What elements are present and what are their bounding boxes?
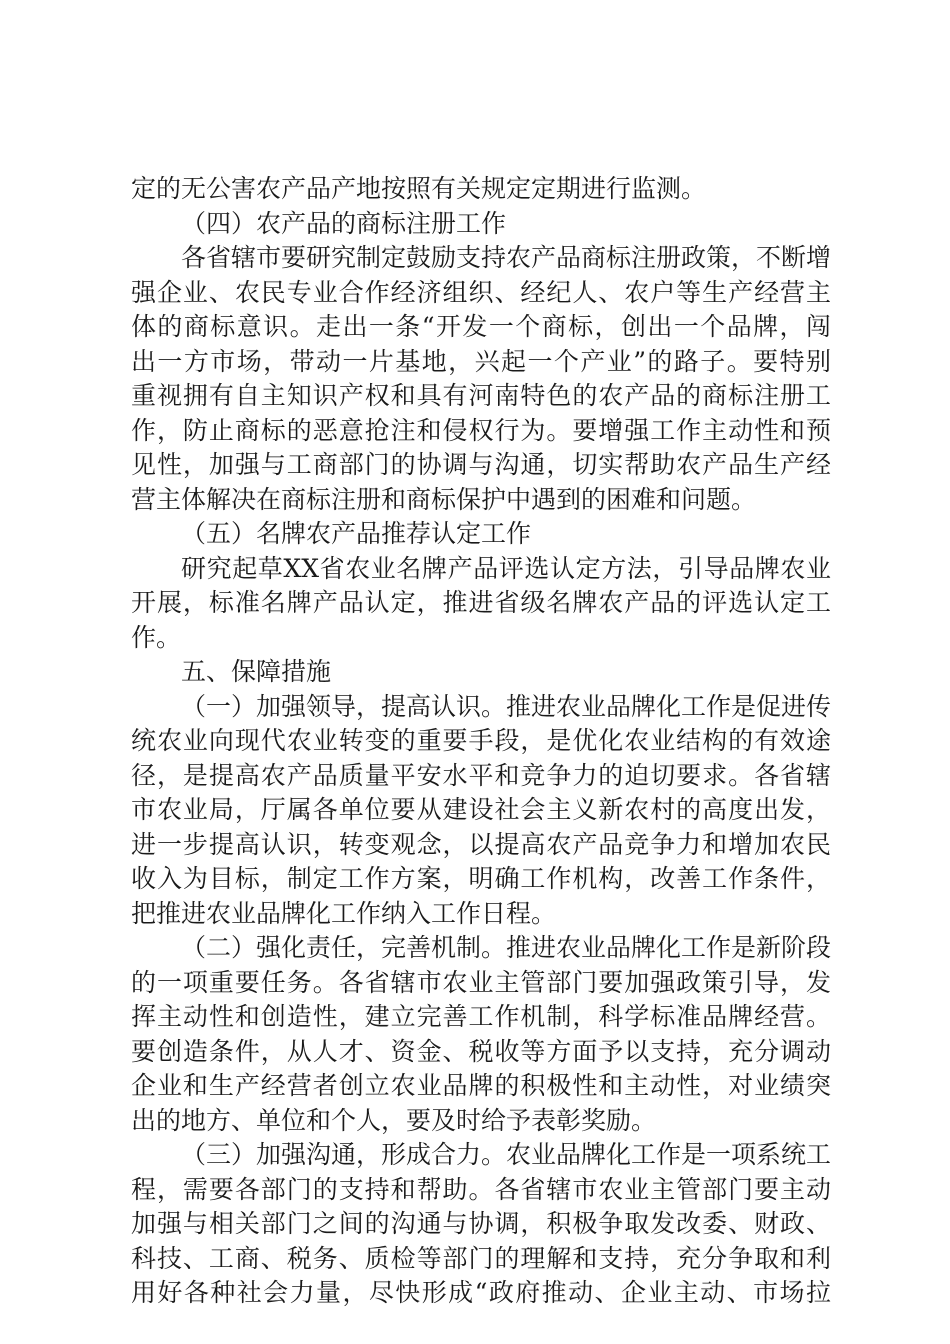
text-line: 体的商标意识。走出一条“开发一个商标，创出一个品牌，闯 [131,312,831,341]
text-line: 各省辖市要研究制定鼓励支持农产品商标注册政策，不断增 [181,243,832,272]
text-line: 用好各种社会力量，尽快形成“政府推动、企业主动、市场拉 [131,1278,831,1307]
text-line: 开展，标准名牌产品认定，推进省级名牌农产品的评选认定工 [131,588,831,617]
text-line: 强企业、农民专业合作经济组织、经纪人、农户等生产经营主 [131,278,831,307]
text-line: 市农业局，厅属各单位要从建设社会主义新农村的高度出发， [131,795,831,824]
text-line: （一）加强领导，提高认识。推进农业品牌化工作是促进传 [181,692,832,721]
section-heading: （四）农产品的商标注册工作 [181,209,507,238]
text-line: 把推进农业品牌化工作纳入工作日程。 [131,899,557,928]
text-line: 作，防止商标的恶意抢注和侵权行为。要增强工作主动性和预 [131,416,831,445]
text-line: 重视拥有自主知识产权和具有河南特色的农产品的商标注册工 [131,381,831,410]
text-line: 统农业向现代农业转变的重要手段，是优化农业结构的有效途 [131,726,831,755]
text-line: 出一方市场，带动一片基地，兴起一个产业”的路子。要特别 [131,347,831,376]
text-line: （二）强化责任，完善机制。推进农业品牌化工作是新阶段 [181,933,832,962]
text-line: 研究起草XX省农业名牌产品评选认定方法，引导品牌农业 [181,554,831,583]
text-line: 出的地方、单位和个人，要及时给予表彰奖励。 [131,1106,657,1135]
section-heading: 五、保障措施 [181,657,332,686]
text-line: 加强与相关部门之间的沟通与协调，积极争取发改委、财政、 [131,1209,831,1238]
text-line: 的一项重要任务。各省辖市农业主管部门要加强政策引导，发 [131,968,831,997]
text-line: 径，是提高农产品质量平安水平和竞争力的迫切要求。各省辖 [131,761,831,790]
text-line: 企业和生产经营者创立农业品牌的积极性和主动性，对业绩突 [131,1071,831,1100]
text-line: 见性，加强与工商部门的协调与沟通，切实帮助农产品生产经 [131,450,831,479]
text-line: （三）加强沟通，形成合力。农业品牌化工作是一项系统工 [181,1140,832,1169]
text-line: 程，需要各部门的支持和帮助。各省辖市农业主管部门要主动 [131,1175,831,1204]
text-line: 进一步提高认识，转变观念，以提高农产品竞争力和增加农民 [131,830,831,859]
text-line: 定的无公害农产品产地按照有关规定定期进行监测。 [131,174,707,203]
text-line: 挥主动性和创造性，建立完善工作机制，科学标准品牌经营。 [131,1002,831,1031]
text-line: 要创造条件，从人才、资金、税收等方面予以支持，充分调动 [131,1037,831,1066]
section-heading: （五）名牌农产品推荐认定工作 [181,519,532,548]
text-line: 收入为目标，制定工作方案，明确工作机构，改善工作条件， [131,864,831,893]
text-line: 作。 [131,623,182,652]
text-line: 营主体解决在商标注册和商标保护中遇到的困难和问题。 [131,485,757,514]
text-line: 科技、工商、税务、质检等部门的理解和支持，充分争取和利 [131,1244,831,1273]
